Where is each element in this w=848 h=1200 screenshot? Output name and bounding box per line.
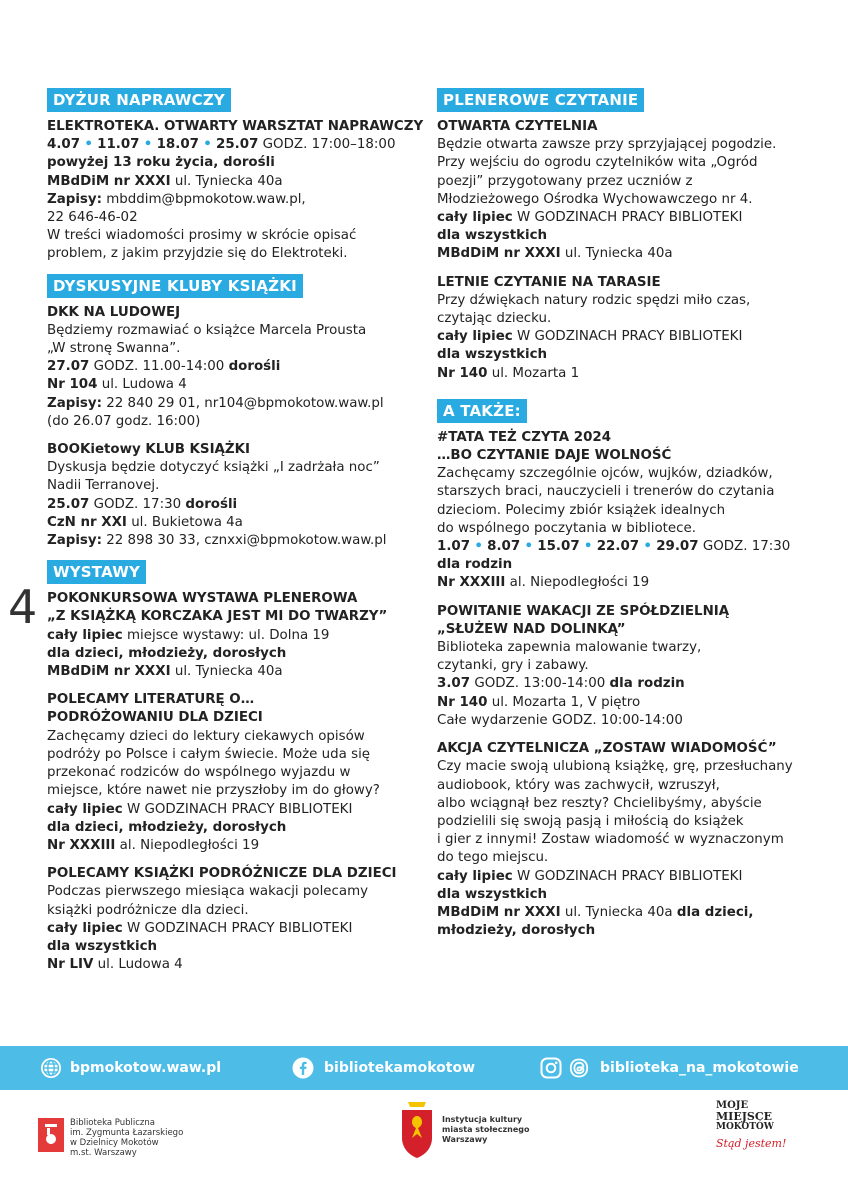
event-text: Młodzieżowego Ośrodka Wychowawczego nr 4. [437, 191, 753, 207]
event-text: Podczas pierwszego miesiąca wakacji polecamy [47, 884, 369, 900]
event-title: PODRÓŻOWANIU DLA DZIECI [47, 710, 263, 726]
event-zostaw-wiadomosc [437, 740, 809, 940]
library-emblem-icon [38, 1118, 64, 1152]
event-location: Nr XXXIII al. Niepodległości 19 [47, 837, 260, 853]
event-title: …BO CZYTANIE DAJE WOLNOŚĆ [437, 448, 672, 464]
page-number: 4 [8, 580, 38, 634]
event-text: miejsce, które nawet nie przyszłoby im do głowy? [47, 783, 380, 799]
event-title: LETNIE CZYTANIE NA TARASIE [437, 274, 661, 290]
event-note: Całe wydarzenie GODZ. 10:00-14:00 [437, 712, 683, 728]
event-location: Nr 104 ul. Ludowa 4 [47, 377, 187, 393]
event-elektroteka [47, 118, 424, 264]
library-logo-line: m.st. Warszawy [70, 1148, 137, 1158]
event-text: Nadii Terranovej. [47, 478, 160, 494]
library-logo-line: im. Zygmunta Łazarskiego [70, 1128, 184, 1138]
event-location: CzN nr XXI ul. Bukietowa 4a [47, 514, 243, 530]
event-text: audiobook, który was zachwycił, wzruszył, [437, 777, 720, 793]
event-title: „Z KSIĄŻKĄ KORCZAKA JEST MI DO TWARZY” [47, 609, 388, 625]
event-title: BOOKietowy KLUB KSIĄŻKI [47, 442, 250, 458]
event-audience: dla wszystkich [47, 938, 158, 954]
event-signup: Zapisy: 22 840 29 01, nr104@bpmokotow.waw.pl [47, 395, 384, 411]
event-text: Czy macie swoją ulubioną książkę, grę, przesłuchany [437, 759, 793, 775]
event-title: POLECAMY LITERATURĘ O… [47, 692, 255, 708]
event-signup: Zapisy: 22 898 30 33, cznxxi@bpmokotow.waw.pl [47, 533, 387, 549]
right-column [437, 88, 809, 950]
event-when: cały lipiec miejsce wystawy: ul. Dolna 19 [47, 627, 330, 643]
event-text: Będziemy rozmawiać o książce Marcela Prousta [47, 322, 367, 338]
event-text: Będzie otwarta zawsze przy sprzyjającej pogodzie. [437, 137, 777, 153]
event-audience: dla wszystkich [437, 228, 548, 244]
event-powitanie-wakacji [437, 603, 809, 730]
moje-logo-line: MOJE [716, 1100, 749, 1111]
section-header-dkk: DYSKUSYJNE KLUBY KSIĄŻKI [47, 274, 303, 298]
moje-logo-line: MOKOTÓW [716, 1122, 774, 1132]
event-when: cały lipiec W GODZINACH PRACY BIBLIOTEKI [437, 210, 743, 226]
event-dkk-ludowa [47, 304, 412, 431]
event-title: POLECAMY KSIĄŻKI PODRÓŻNICZE DLA DZIECI [47, 866, 397, 882]
event-czytanie-taras [437, 274, 809, 383]
event-text: Przy wejściu do ogrodu czytelników wita „Ogród [437, 155, 758, 171]
event-ksiazki-podroznicze [47, 865, 412, 974]
event-dates: 4.07 • 11.07 • 18.07 • 25.07 GODZ. 17:00–18:00 [47, 137, 396, 153]
event-location: MBdDiM nr XXXI ul. Tyniecka 40a dla dzieci, [437, 904, 754, 920]
event-title: OTWARTA CZYTELNIA [437, 119, 598, 134]
event-location: Nr 140 ul. Mozarta 1, V piętro [437, 694, 641, 710]
event-note: (do 26.07 godz. 16:00) [47, 413, 201, 429]
event-text: podzielili się swoją pasją i miłością do książek [437, 813, 744, 829]
event-signup: Zapisy: mbddim@bpmokotow.waw.pl, [47, 191, 306, 207]
event-text: przekonać rodziców do wspólnego wyjazdu w [47, 765, 351, 781]
globe-icon [40, 1057, 62, 1079]
section-header-a-takze: A TAKŻE: [437, 399, 527, 423]
event-audience: dla rodzin [437, 557, 513, 573]
library-logo-line: w Dzielnicy Mokotów [70, 1138, 159, 1148]
event-text: starszych braci, nauczycieli i trenerów do czytania [437, 484, 775, 500]
event-text: do wspólnego poczytania w bibliotece. [437, 520, 697, 536]
event-text: Przy dźwiękach natury rodzic spędzi miło czas, [437, 292, 751, 308]
event-text: podróży po Polsce i całym świecie. Może uda się [47, 746, 371, 762]
website-link[interactable]: bpmokotow.waw.pl [40, 1057, 221, 1079]
event-phone: 22 646-46-02 [47, 210, 138, 226]
event-audience: dla wszystkich [437, 347, 548, 363]
moje-logo-line: MIEJSCE [716, 1110, 772, 1123]
warsaw-logo-line: Instytucja kultury [442, 1115, 523, 1124]
event-date: 3.07 GODZ. 13:00-14:00 dla rodzin [437, 676, 685, 692]
event-text: czytanki, gry i zabawy. [437, 658, 589, 674]
event-dates: 1.07 • 8.07 • 15.07 • 22.07 • 29.07 GODZ. 17:30 [437, 539, 791, 555]
event-text: Zachęcamy szczególnie ojców, wujków, dziadków, [437, 466, 773, 482]
event-location: Nr XXXIII al. Niepodległości 19 [437, 575, 650, 591]
moje-logo-tagline: Stąd jestem! [716, 1137, 787, 1150]
event-audience: dla dzieci, młodzieży, dorosłych [47, 819, 287, 835]
event-text: poezji” przygotowany przez uczniów z [437, 173, 693, 189]
event-text: problem, z jakim przyjdzie się do Elektroteki. [47, 246, 348, 262]
event-title: POWITANIE WAKACJI ZE SPÓŁDZIELNIĄ [437, 603, 730, 619]
section-header-plenerowe: PLENEROWE CZYTANIE [437, 88, 644, 112]
event-location: MBdDiM nr XXXI ul. Tyniecka 40a [47, 664, 283, 680]
event-location: MBdDiM nr XXXI ul. Tyniecka 40a [47, 173, 283, 189]
event-text: dzieciom. Polecimy zbiór książek idealnych [437, 502, 726, 518]
library-logo [38, 1118, 183, 1158]
event-location: MBdDiM nr XXXI ul. Tyniecka 40a [437, 246, 673, 262]
event-title: ELEKTROTEKA. OTWARTY WARSZTAT NAPRAWCZY [47, 119, 424, 134]
event-location: Nr 140 ul. Mozarta 1 [437, 365, 580, 381]
event-when: cały lipiec W GODZINACH PRACY BIBLIOTEKI [47, 801, 353, 817]
event-bookietowy [47, 441, 412, 550]
event-otwarta-czytelnia [437, 118, 809, 264]
event-literatura-podroze [47, 691, 412, 855]
event-audience: dla wszystkich [437, 886, 548, 902]
event-text: Dyskusja będzie dotyczyć książki „I zadrżała noc” [47, 460, 380, 476]
threads-icon [568, 1057, 590, 1079]
event-text: Biblioteka zapewnia malowanie twarzy, [437, 640, 702, 656]
event-when: cały lipiec W GODZINACH PRACY BIBLIOTEKI [437, 329, 743, 345]
section-header-dyzur: DYŻUR NAPRAWCZY [47, 88, 231, 112]
facebook-icon [292, 1057, 314, 1079]
event-text: „W stronę Swanna”. [47, 341, 181, 357]
event-audience: dla dzieci, młodzieży, dorosłych [47, 645, 287, 661]
facebook-link[interactable]: bibliotekamokotow [292, 1057, 475, 1079]
event-text: albo wciągnął bez reszty? Chcielibyśmy, abyście [437, 795, 762, 811]
event-location: Nr LIV ul. Ludowa 4 [47, 957, 183, 973]
event-title: DKK NA LUDOWEJ [47, 304, 181, 320]
left-column [47, 88, 424, 984]
library-logo-line: Biblioteka Publiczna [70, 1118, 155, 1128]
warsaw-crest-icon [400, 1100, 434, 1160]
event-title: #TATA TEŻ CZYTA 2024 [437, 429, 612, 445]
event-audience: młodzieży, dorosłych [437, 923, 596, 939]
instagram-icon [540, 1057, 562, 1079]
warsaw-logo [400, 1100, 529, 1160]
footer-social-bar [0, 1046, 848, 1090]
event-text: czytając dziecku. [437, 311, 552, 327]
event-date: 25.07 GODZ. 17:30 dorośli [47, 496, 238, 512]
event-tata-czyta [437, 429, 809, 593]
event-when: cały lipiec W GODZINACH PRACY BIBLIOTEKI [47, 920, 353, 936]
warsaw-logo-line: miasta stołecznego [442, 1125, 530, 1134]
moje-miejsce-logo [716, 1100, 796, 1150]
event-text: do tego miejscu. [437, 850, 549, 866]
instagram-link[interactable]: biblioteka_na_mokotowie [540, 1057, 799, 1079]
event-title: POKONKURSOWA WYSTAWA PLENEROWA [47, 591, 358, 607]
event-audience: powyżej 13 roku życia, dorośli [47, 155, 275, 171]
event-title: „SŁUŻEW NAD DOLINKĄ” [437, 621, 626, 637]
event-wystawa-plenerowa [47, 590, 412, 681]
event-text: książki podróżnicze dla dzieci. [47, 902, 249, 918]
event-date: 27.07 GODZ. 11.00-14:00 dorośli [47, 359, 281, 375]
event-text: i gier z innymi! Zostaw wiadomość w wyznaczonym [437, 832, 784, 848]
footer-logos [0, 1090, 848, 1200]
event-when: cały lipiec W GODZINACH PRACY BIBLIOTEKI [437, 868, 743, 884]
event-text: Zachęcamy dzieci do lektury ciekawych opisów [47, 728, 365, 744]
event-title: AKCJA CZYTELNICZA „ZOSTAW WIADOMOŚĆ” [437, 741, 777, 757]
event-text: W treści wiadomości prosimy w skrócie opisać [47, 228, 357, 244]
warsaw-logo-line: Warszawy [442, 1135, 488, 1144]
section-header-wystawy: WYSTAWY [47, 560, 146, 584]
